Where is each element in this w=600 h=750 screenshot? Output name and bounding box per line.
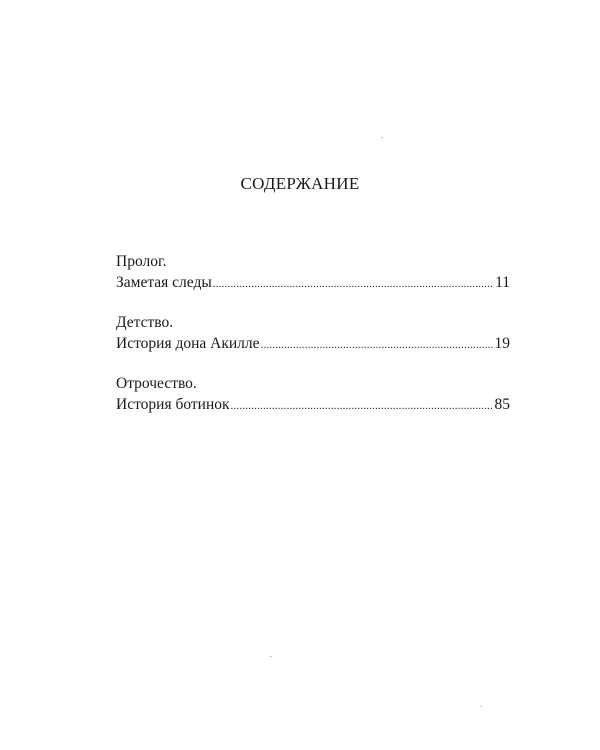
section-part-label: Отрочество. [116, 375, 197, 392]
entry-page-number: 19 [494, 335, 510, 352]
paper-speck [381, 137, 383, 138]
toc-heading: СОДЕРЖАНИЕ [240, 174, 360, 193]
toc-section-prologue [116, 251, 510, 295]
section-part-label: Детство. [116, 314, 174, 331]
dot-leader [261, 335, 494, 356]
dot-leader [231, 396, 494, 417]
table-of-contents [116, 251, 510, 434]
toc-entry[interactable] [116, 333, 510, 356]
paper-speck [480, 706, 482, 707]
paper-speck [270, 656, 272, 657]
entry-title: Заметая следы [116, 274, 212, 291]
entry-title: История дона Акилле [116, 335, 260, 352]
section-part-label: Пролог. [116, 253, 167, 270]
toc-section-childhood [116, 312, 510, 356]
entry-title: История ботинок [116, 396, 230, 413]
entry-page-number: 11 [495, 274, 510, 291]
toc-section-adolescence [116, 373, 510, 417]
toc-entry[interactable] [116, 394, 510, 417]
dot-leader [213, 274, 494, 295]
toc-entry[interactable] [116, 272, 510, 295]
entry-page-number: 85 [494, 396, 510, 413]
